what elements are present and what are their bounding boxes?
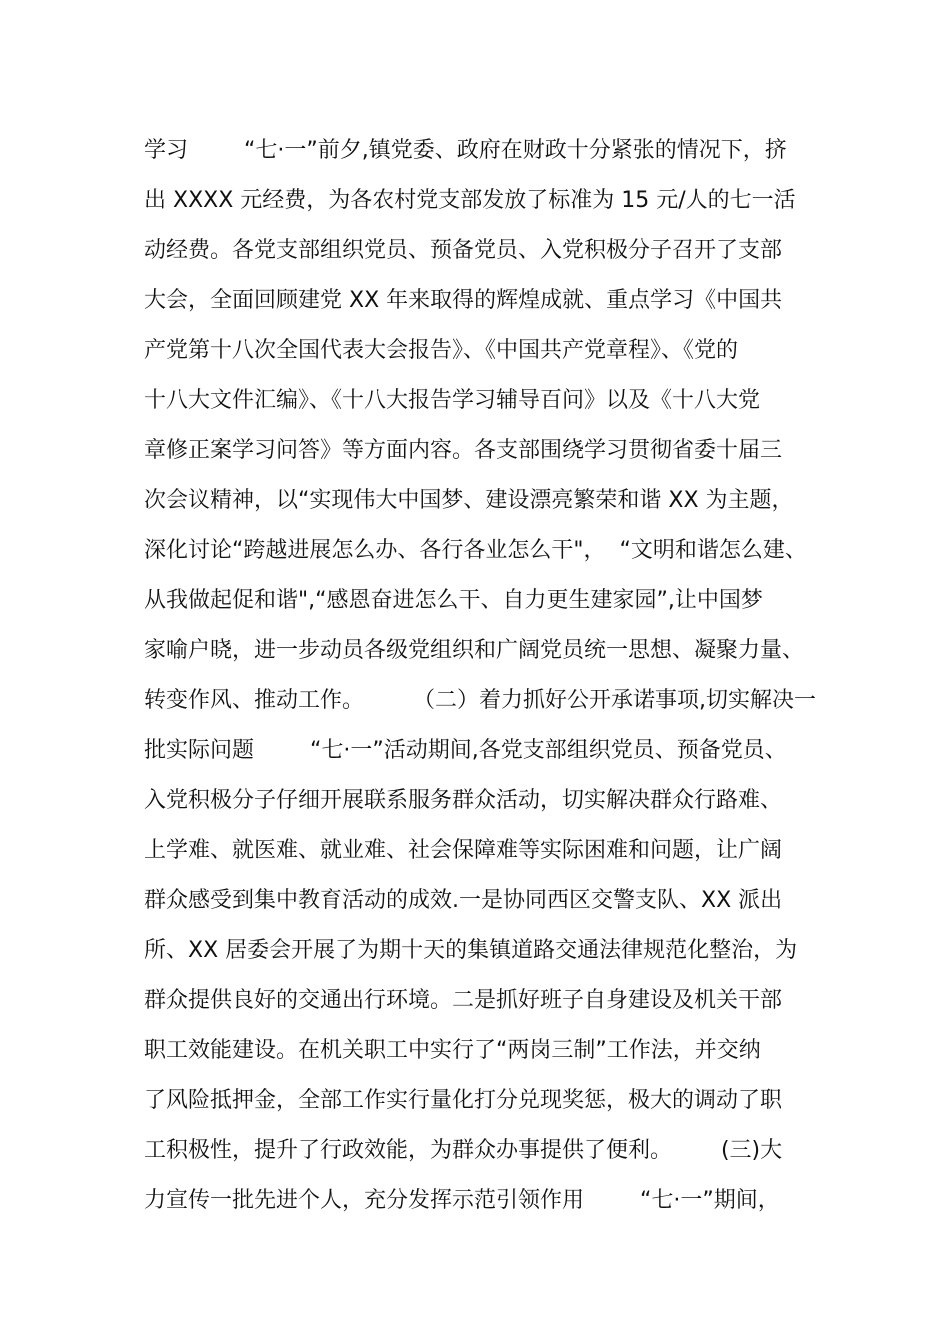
text-line: 群众提供良好的交通出行环境。二是抓好班子自身建设及机关干部 (144, 988, 783, 1013)
text-line: 次会议精神，以“实现伟大中国梦、建设漂亮繁荣和谐 XX 为主题， (144, 488, 794, 513)
text-line: 入党积极分子仔细开展联系服务群众活动，切实解决群众行路难、 (144, 788, 783, 813)
text-line: 大会，全面回顾建党 XX 年来取得的辉煌成就、重点学习《中国共 (144, 288, 783, 313)
text-line: 出 XXXX 元经费，为各农村党支部发放了标准为 15 元/人的七一活 (144, 188, 796, 213)
text-line: 学习 “七·一”前夕,镇党委、政府在财政十分紧张的情况下，挤 (144, 138, 787, 163)
text-line: 上学难、就医难、就业难、社会保障难等实际困难和问题，让广阔 (144, 838, 783, 863)
text-line: 动经费。各党支部组织党员、预备党员、入党积极分子召开了支部 (144, 238, 783, 263)
text-line: 批实际问题 “七·一”活动期间,各党支部组织党员、预备党员、 (144, 738, 787, 763)
text-line: 从我做起促和谐",“感恩奋进怎么干、自力更生建家园”,让中国梦 (144, 588, 763, 613)
text-line: 群众感受到集中教育活动的成效.一是协同西区交警支队、XX 派出 (144, 888, 783, 913)
text-line: 所、XX 居委会开展了为期十天的集镇道路交通法律规范化整治，为 (144, 938, 798, 963)
text-line: 转变作风、推动工作。 （二）着力抓好公开承诺事项,切实解决一 (144, 688, 816, 713)
text-line: 了风险抵押金，全部工作实行量化打分兑现奖惩，极大的调动了职 (144, 1088, 783, 1113)
text-line: 力宣传一批先进个人，充分发挥示范引领作用 “七·一”期间， (144, 1188, 780, 1213)
text-line: 工积极性，提升了行政效能，为群众办事提供了便利。 (三)大 (144, 1138, 783, 1163)
text-line: 章修正案学习问答》等方面内容。各支部围绕学习贯彻省委十届三 (144, 438, 783, 463)
text-line: 职工效能建设。在机关职工中实行了“两岗三制”工作法，并交纳 (144, 1038, 761, 1063)
text-line: 十八大文件汇编》、《十八大报告学习辅导百问》以及《十八大党 (144, 388, 761, 413)
text-line: 深化讨论“跨越进展怎么办、各行各业怎么干"， “文明和谐怎么建、 (144, 538, 807, 563)
text-line: 家喻户晓，进一步动员各级党组织和广阔党员统一思想、凝聚力量、 (144, 638, 805, 663)
text-line: 产党第十八次全国代表大会报告》、《中国共产党章程》、《党的 (144, 338, 739, 363)
body-text (144, 126, 834, 1226)
